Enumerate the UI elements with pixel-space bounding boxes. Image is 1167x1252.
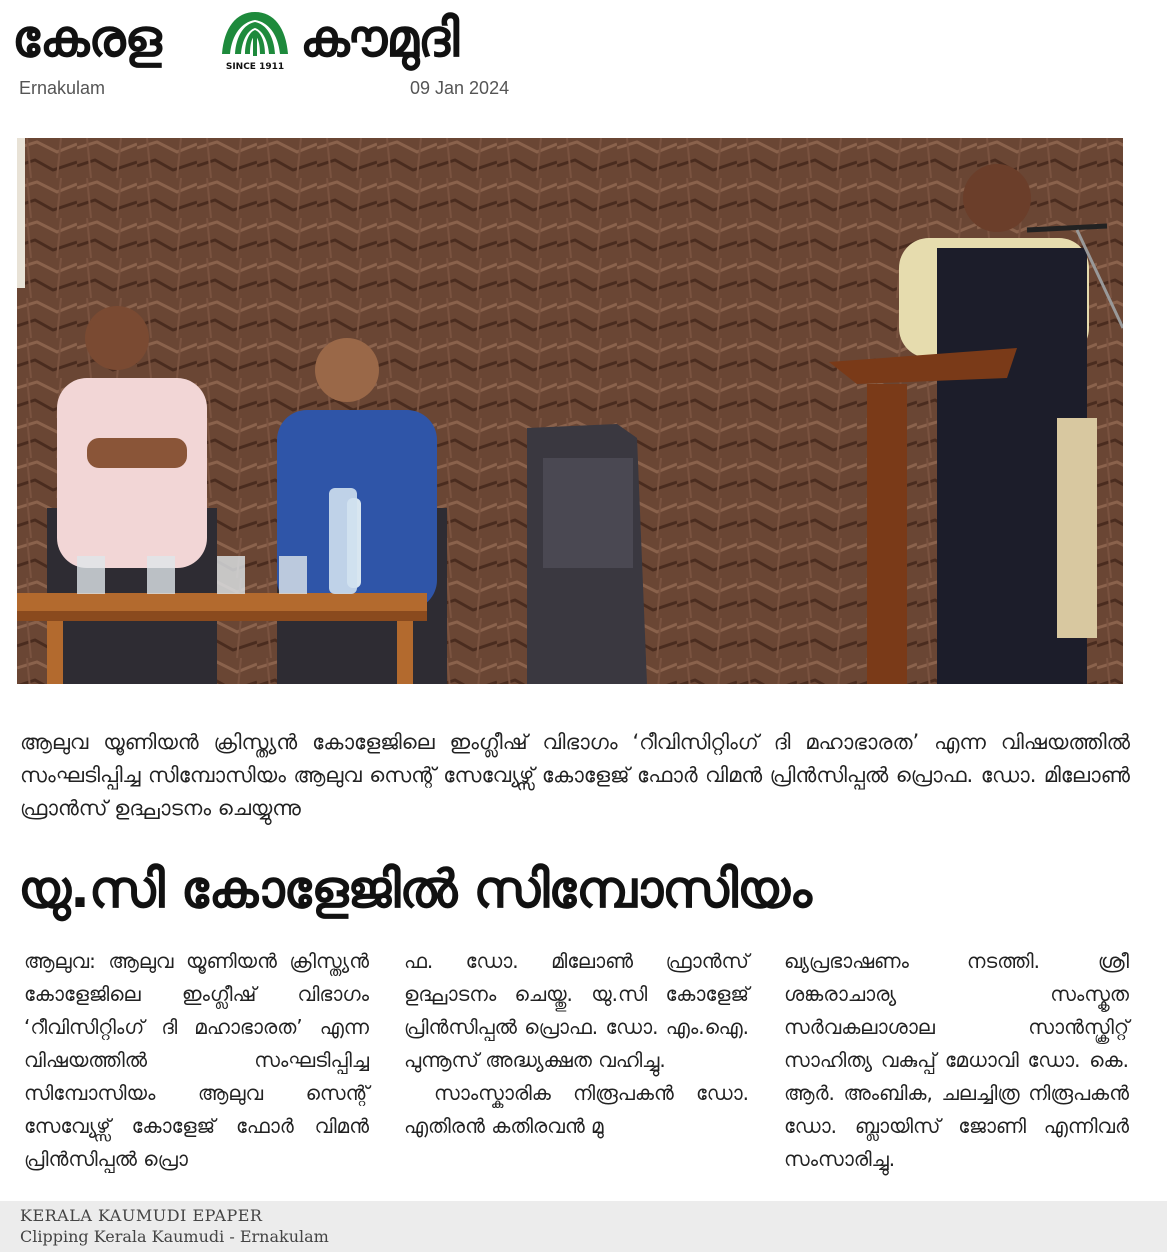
edition-label: Ernakulam [19,78,106,98]
body-paragraph: സാംസ്കാരിക നിരൂപകൻ ഡോ. എതിരൻ കതിരവൻ മു [404,1081,749,1138]
masthead-name-right: കൗമുദി [300,9,459,69]
body-paragraph: ഖ്യപ്രഭാഷണം നടത്തി. ശ്രീ ശങ്കരാചാര്യ സംസ്കൃത സർവകലാശാല സാൻസ്ക്രിറ്റ് സാഹിത്യ വകുപ്പ് മേധാവി ഡോ. കെ. ആർ. അംബിക, ചലച്ചിത്ര നിരൂപകൻ ഡോ. ബ്ലായിസ് ജോണി എന്നിവർ സംസാരിച്ചു. [784,949,1129,1171]
article-headline: യു.സി കോളേജിൽ സിമ്പോസിയം [18,860,811,920]
symposium-photo [17,138,1123,684]
article-column-3 [784,945,1129,1176]
photo-caption: ആലുവ യൂണിയൻ ക്രിസ്ത്യൻ കോളേജിലെ ഇംഗ്ലീഷ് വിഭാഗം ‘റീവിസിറ്റിംഗ് ദി മഹാഭാരത’ എന്ന വിഷയത്തിൽ സംഘടിപ്പിച്ച സിമ്പോസിയം ആലുവ സെന്റ് സേവ്യേഴ്സ് കോളേജ് ഫോർ വിമൻ പ്രിൻസിപ്പൽ പ്രൊഫ. ഡോ. മിലോൺ ഫ്രാൻസ് ഉദ്ഘാടനം ചെയ്യുന്നു [20,730,1130,820]
masthead [12,4,532,74]
article-column-1 [24,945,369,1176]
article-column-2 [404,945,749,1143]
news-photo [17,138,1123,684]
footer-clipping-source: Clipping Kerala Kaumudi - Ernakulam [20,1227,329,1246]
since-year: SINCE 1911 [225,62,285,72]
body-paragraph: ആലുവ: ആലുവ യൂണിയൻ ക്രിസ്ത്യൻ കോളേജിലെ ഇംഗ്ലീഷ് വിഭാഗം ‘റീവിസിറ്റിംഗ് ദി മഹാഭാരത’ എന്ന വിഷയത്തിൽ സംഘടിപ്പിച്ച സിമ്പോസിയം ആലുവ സെന്റ് സേവ്യേഴ്സ് കോളേജ് ഫോർ വിമൻ പ്രിൻസിപ്പൽ പ്രൊ [24,949,369,1171]
masthead-name-left: കേരള [12,9,161,69]
footer-brand: KERALA KAUMUDI EPAPER [20,1206,263,1225]
footer-bar [0,1201,1167,1252]
publication-date: 09 Jan 2024 [410,78,510,98]
body-paragraph: ഫ. ഡോ. മിലോൺ ഫ്രാൻസ് ഉദ്ഘാടനം ചെയ്തു. യു.സി കോളേജ് പ്രിൻസിപ്പൽ പ്രൊഫ. ഡോ. എം.ഐ. പുന്നൂസ് അദ്ധ്യക്ഷത വഹിച്ചു. [404,949,749,1072]
